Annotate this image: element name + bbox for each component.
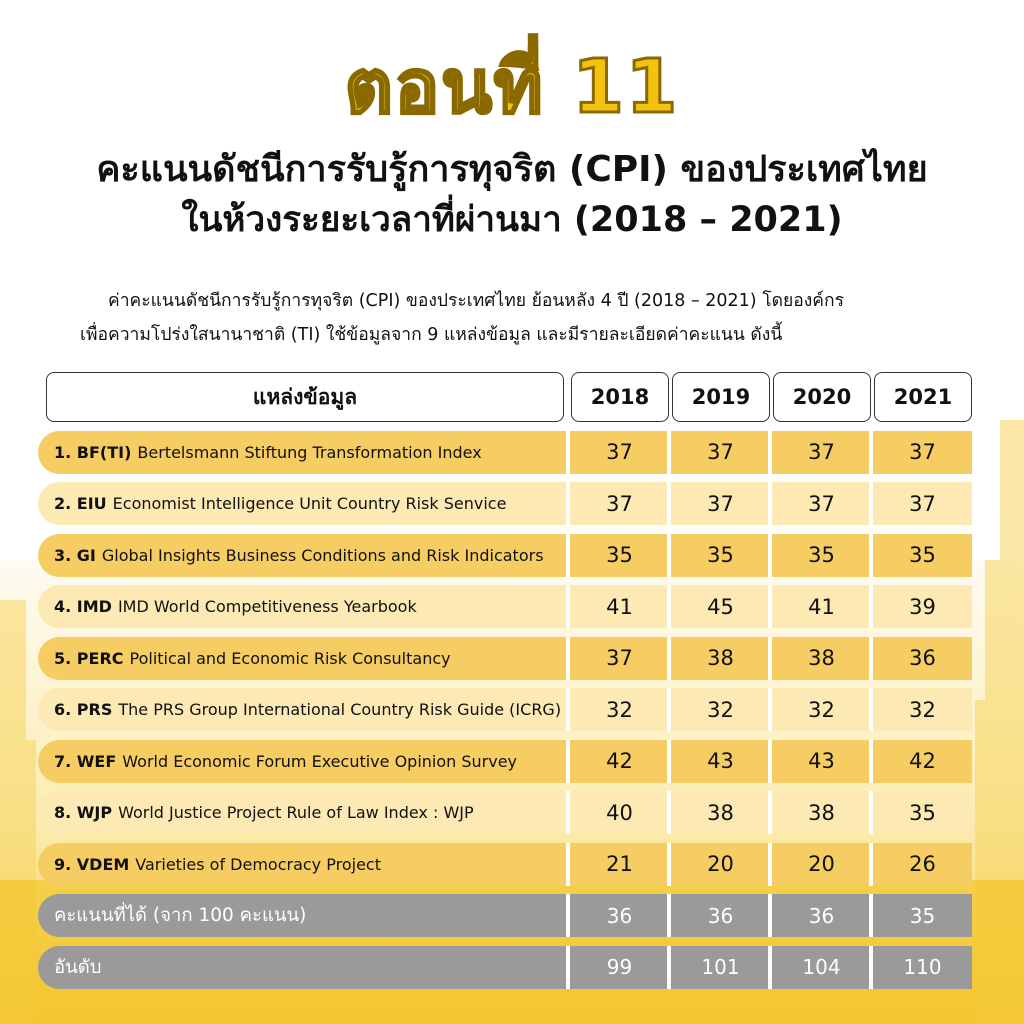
source-abbr: 3. GI bbox=[54, 545, 96, 565]
source-name: Varieties of Democracy Project bbox=[135, 854, 381, 874]
value-cell-2018: 36 bbox=[570, 894, 669, 937]
source-cell bbox=[38, 843, 584, 886]
value-cell-2019: 36 bbox=[671, 894, 770, 937]
summary-row bbox=[38, 946, 974, 989]
source-name: IMD World Competitiveness Yearbook bbox=[117, 597, 417, 616]
table-row bbox=[38, 688, 974, 731]
summary-label bbox=[38, 946, 584, 989]
value-cell-2019: 45 bbox=[671, 585, 770, 628]
header-year-2019: 2019 bbox=[672, 372, 770, 422]
value-cell-2018: 42 bbox=[570, 740, 669, 783]
value-cell-2020: 41 bbox=[772, 585, 871, 628]
source-cell bbox=[38, 482, 584, 525]
page-title: คะแนนดัชนีการรับรู้การทุจริต (CPI) ของประเทศไทย bbox=[96, 149, 928, 190]
table-row bbox=[38, 637, 974, 680]
value-cell-2021: 110 bbox=[873, 946, 972, 989]
header-year-2018: 2018 bbox=[571, 372, 669, 422]
source-name: Economist Intelligence Unit Country Risk Senvice bbox=[112, 494, 507, 513]
episode-title: ตอนที่ 11 bbox=[344, 44, 680, 130]
source-cell bbox=[38, 637, 584, 680]
value-cell-2019: 32 bbox=[671, 688, 770, 731]
value-cell-2020: 20 bbox=[772, 843, 871, 886]
value-cell-2018: 99 bbox=[570, 946, 669, 989]
value-cell-2020: 36 bbox=[772, 894, 871, 937]
intro-line-2: เพื่อความโปร่งใสนานาชาติ (TI) ใช้ข้อมูลจาก 9 แหล่งข้อมูล และมีรายละเอียดค่าคะแนน ดังนี้ bbox=[80, 325, 783, 345]
table-row bbox=[38, 740, 974, 783]
source-cell bbox=[38, 688, 584, 731]
value-cell-2019: 38 bbox=[671, 791, 770, 834]
table-body bbox=[38, 431, 974, 989]
source-name: Bertelsmann Stiftung Transformation Index bbox=[137, 442, 482, 462]
source-abbr: 4. IMD bbox=[54, 597, 112, 616]
value-cell-2020: 104 bbox=[772, 946, 871, 989]
cpi-table bbox=[38, 372, 974, 989]
source-abbr: 1. BF(TI) bbox=[54, 442, 132, 462]
value-cell-2021: 37 bbox=[873, 431, 972, 474]
value-cell-2019: 101 bbox=[671, 946, 770, 989]
value-cell-2018: 32 bbox=[570, 688, 669, 731]
source-name: World Economic Forum Executive Opinion Survey bbox=[122, 751, 518, 771]
value-cell-2021: 39 bbox=[873, 585, 972, 628]
value-cell-2020: 37 bbox=[772, 431, 871, 474]
value-cell-2021: 32 bbox=[873, 688, 972, 731]
value-cell-2020: 32 bbox=[772, 688, 871, 731]
source-abbr: 6. PRS bbox=[54, 700, 113, 719]
summary-label-text: อันดับ bbox=[54, 956, 102, 978]
value-cell-2019: 20 bbox=[671, 843, 770, 886]
value-cell-2020: 35 bbox=[772, 534, 871, 577]
value-cell-2020: 43 bbox=[772, 740, 871, 783]
value-cell-2021: 35 bbox=[873, 534, 972, 577]
intro-line-1: ค่าคะแนนดัชนีการรับรู้การทุจริต (CPI) ของประเทศไทย ย้อนหลัง 4 ปี (2018 – 2021) โดยองค์กร bbox=[108, 291, 844, 311]
summary-row bbox=[38, 894, 974, 937]
value-cell-2021: 36 bbox=[873, 637, 972, 680]
source-abbr: 8. WJP bbox=[54, 803, 113, 822]
source-abbr: 9. VDEM bbox=[54, 854, 130, 874]
value-cell-2020: 37 bbox=[772, 482, 871, 525]
value-cell-2019: 43 bbox=[671, 740, 770, 783]
value-cell-2019: 35 bbox=[671, 534, 770, 577]
value-cell-2018: 37 bbox=[570, 637, 669, 680]
value-cell-2021: 26 bbox=[873, 843, 972, 886]
source-name: The PRS Group International Country Risk Guide (ICRG) bbox=[118, 700, 562, 719]
intro-paragraph bbox=[60, 284, 980, 352]
value-cell-2018: 37 bbox=[570, 431, 669, 474]
table-row bbox=[38, 585, 974, 628]
summary-label bbox=[38, 894, 584, 937]
source-cell bbox=[38, 791, 584, 834]
value-cell-2019: 37 bbox=[671, 482, 770, 525]
summary-label-text: คะแนนที่ได้ (จาก 100 คะแนน) bbox=[54, 905, 307, 926]
value-cell-2018: 21 bbox=[570, 843, 669, 886]
value-cell-2018: 35 bbox=[570, 534, 669, 577]
value-cell-2020: 38 bbox=[772, 791, 871, 834]
source-cell bbox=[38, 431, 584, 474]
source-name: Political and Economic Risk Consultancy bbox=[129, 648, 451, 668]
header-source: แหล่งข้อมูล bbox=[46, 372, 564, 422]
header-year-2020: 2020 bbox=[773, 372, 871, 422]
source-cell bbox=[38, 740, 584, 783]
value-cell-2018: 40 bbox=[570, 791, 669, 834]
value-cell-2018: 41 bbox=[570, 585, 669, 628]
value-cell-2020: 38 bbox=[772, 637, 871, 680]
source-abbr: 7. WEF bbox=[54, 751, 117, 771]
table-row bbox=[38, 843, 974, 886]
table-row bbox=[38, 534, 974, 577]
table-header bbox=[38, 372, 974, 422]
page-subtitle: ในห้วงระยะเวลาที่ผ่านมา (2018 – 2021) bbox=[181, 200, 843, 240]
source-name: World Justice Project Rule of Law Index : WJP bbox=[118, 803, 474, 822]
table-row bbox=[38, 431, 974, 474]
source-abbr: 2. EIU bbox=[54, 494, 107, 513]
value-cell-2019: 38 bbox=[671, 637, 770, 680]
value-cell-2021: 37 bbox=[873, 482, 972, 525]
source-abbr: 5. PERC bbox=[54, 648, 124, 668]
table-row bbox=[38, 791, 974, 834]
value-cell-2018: 37 bbox=[570, 482, 669, 525]
source-cell bbox=[38, 585, 584, 628]
value-cell-2021: 35 bbox=[873, 791, 972, 834]
value-cell-2019: 37 bbox=[671, 431, 770, 474]
value-cell-2021: 42 bbox=[873, 740, 972, 783]
value-cell-2021: 35 bbox=[873, 894, 972, 937]
table-row bbox=[38, 482, 974, 525]
source-name: Global Insights Business Conditions and Risk Indicators bbox=[101, 545, 544, 565]
source-cell bbox=[38, 534, 584, 577]
header-year-2021: 2021 bbox=[874, 372, 972, 422]
